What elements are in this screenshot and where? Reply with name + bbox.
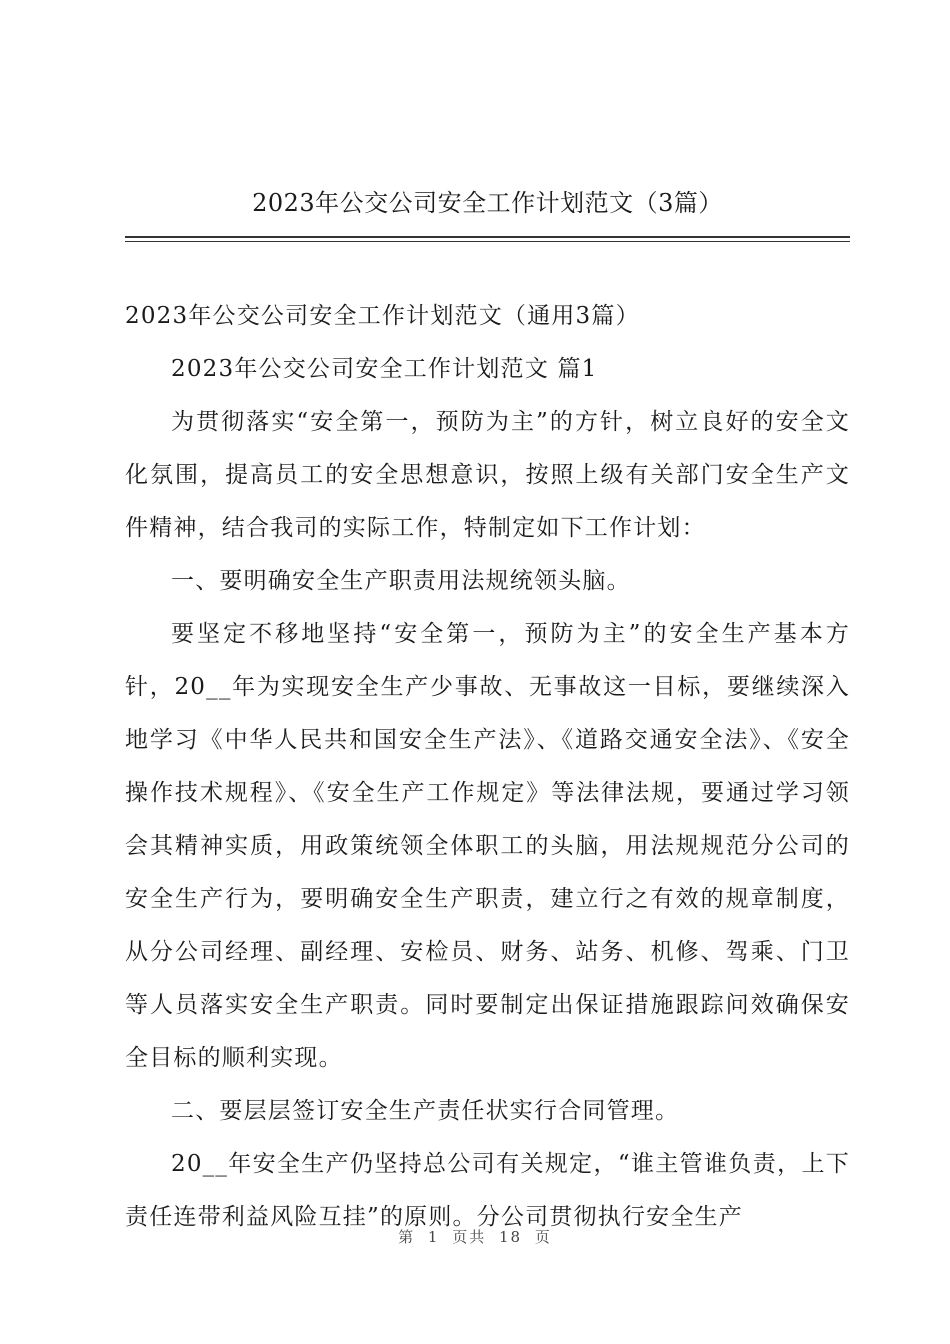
body-paragraph: 20__年安全生产仍坚持总公司有关规定，“谁主管谁负责，上下责任连带利益风险互挂”的原则。分公司贯彻执行安全生产 — [125, 1151, 850, 1230]
header-rule-thick — [125, 236, 850, 238]
body-paragraph: 为贯彻落实“安全第一，预防为主”的方针，树立良好的安全文化氛围，提高员工的安全思想意识，按照上级有关部门安全生产文件精神，结合我司的实际工作，特制定如下工作计划： — [125, 409, 850, 541]
document-title: 2023年公交公司安全工作计划范文（通用3篇） — [125, 303, 640, 329]
subheading: 二、要层层签订安全生产责任状实行合同管理。 — [171, 1098, 680, 1124]
document-body — [125, 290, 850, 1244]
body-paragraph: 要坚定不移地坚持“安全第一，预防为主”的安全生产基本方针，20__年为实现安全生产少事故、无事故这一目标，要继续深入地学习《中华人民共和国安全生产法》、《道路交通安全法》、《安全操作技术规程》、《安全生产工作规定》等法律法规，要通过学习领会其精神实质，用政策统领全体职工的头脑，用法规规范分公司的安全生产行为，要明确安全生产职责，建立行之有效的规章制度，从分公司经理、副经理、安检员、财务、站务、机修、驾乘、门卫等人员落实安全生产职责。同时要制定出保证措施跟踪问效确保安全目标的顺利实现。 — [125, 621, 850, 1071]
header-rule-thin — [125, 241, 850, 242]
page-footer: 第 1 页共 18 页 — [398, 1228, 552, 1246]
section-heading: 2023年公交公司安全工作计划范文 篇1 — [171, 356, 598, 382]
page-header-title: 2023年公交公司安全工作计划范文（3篇） — [252, 189, 723, 217]
subheading: 一、要明确安全生产职责用法规统领头脑。 — [171, 568, 631, 594]
